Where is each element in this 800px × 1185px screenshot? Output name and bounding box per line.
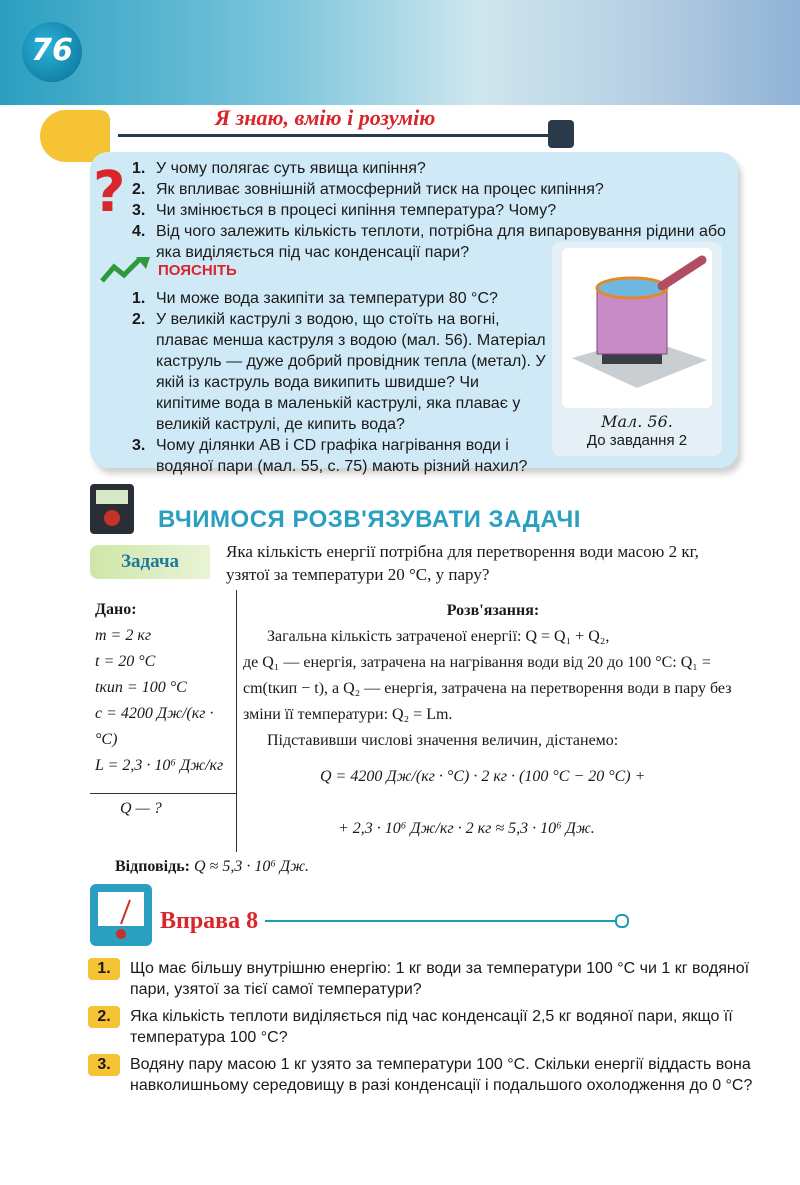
plug-icon (548, 120, 574, 148)
exercise-line (265, 920, 620, 922)
given-item: t = 20 °С (95, 653, 156, 670)
gauge-icon (90, 884, 152, 946)
equation-line-2: + 2,3 · 10⁶ Дж/кг · 2 кг ≈ 5,3 · 10⁶ Дж. (338, 820, 595, 837)
given-item: L = 2,3 · 10⁶ Дж/кг (95, 757, 224, 774)
explain-list (132, 288, 547, 477)
task-label: Задача (90, 545, 210, 579)
saucepan-illustration (562, 248, 712, 408)
exercise-item: 1. Що має більшу внутрішню енергію: 1 кг води за температури 100 °С чи 1 кг водяної пари, узятої за тієї самої температури? (88, 958, 753, 1000)
solution-title: Розв'язання: (446, 602, 540, 619)
given-block (95, 597, 235, 779)
find-value: Q — ? (120, 800, 162, 817)
solution-block (243, 598, 743, 754)
page-number: 76 (22, 22, 82, 82)
given-item: tкип = 100 °С (95, 679, 187, 696)
answer-value: Q ≈ 5,3 · 10⁶ Дж. (194, 858, 309, 875)
equation-line-1: Q = 4200 Дж/(кг · °С) · 2 кг · (100 °С − 20 °С) + (320, 768, 646, 785)
explain-item: 2. У великій каструлі з водою, що стоїть на вогні, плаває менша каструля з водою (мал. 56). Матеріал каструль — дуже добрий провідник тепла (метал). У якій із каструль вода википить швидше? Чи кипітиме вода в маленькій каструлі, яка плаває у великій каструлі, де кипить вода? (132, 311, 546, 433)
question-mark-icon: ? (93, 160, 126, 225)
exercise-item: 3. Водяну пару масою 1 кг узято за температури 100 °С. Скільки енергії віддасть вона навколишньому середовищу в разі конденсації і подальшого охолодження до 0 °С? (88, 1054, 753, 1096)
zigzag-arrow-icon (100, 255, 152, 285)
solution-paragraph: де Q₁ — енергія, затрачена на нагрівання води від 20 до 100 °С: Q₁ = cm(tкип − t), а Q₂ — енергія, затрачена на перетворення води в пару без зміни її температури: Q₂ = Lm. (243, 654, 732, 723)
question-item: 3. Чи змінюється в процесі кипіння температура? Чому? (132, 202, 557, 219)
given-divider (90, 793, 236, 794)
explain-item: 3. Чому ділянки AB і CD графіка нагрівання води і водяної пари (мал. 55, с. 75) мають різний нахил? (132, 437, 528, 475)
know-section-title: Я знаю, вмію і розумію (215, 105, 436, 130)
task-text: Яка кількість енергії потрібна для перетворення води масою 2 кг, узятої за температури 20 °С, у пару? (226, 542, 699, 584)
question-item: 1. У чому полягає суть явища кипіння? (132, 160, 426, 177)
question-item: 2. Як впливає зовнішній атмосферний тиск на процес кипіння? (132, 181, 604, 198)
explain-title: ПОЯСНІТЬ (158, 262, 237, 279)
solution-divider (236, 590, 237, 852)
figure-caption-number: Мал. 56. (601, 412, 673, 431)
solution-paragraph: Загальна кількість затраченої енергії: Q = Q₁ + Q₂, (267, 628, 610, 645)
figure-caption-text: До завдання 2 (586, 432, 688, 449)
exercise-item: 2. Яка кількість теплоти виділяється під час конденсації 2,5 кг водяної пари, якщо її температура 100 °С? (88, 1006, 753, 1048)
multimeter-icon (90, 484, 134, 534)
exercise-list (88, 958, 753, 1102)
question-item: 4. Від чого залежить кількість теплоти, потрібна для випаровування рідини або яка виділяється під час конденсації пари? (132, 223, 726, 261)
cord-divider (118, 134, 558, 137)
learn-section-title: ВЧИМОСЯ РОЗВ'ЯЗУВАТИ ЗАДАЧІ (158, 506, 581, 533)
exercise-line-dot (615, 914, 629, 928)
answer-label: Відповідь: (115, 858, 190, 875)
answer (115, 858, 309, 876)
header-banner (0, 0, 800, 105)
given-item: m = 2 кг (95, 627, 152, 644)
given-item: c = 4200 Дж/(кг · °С) (95, 705, 214, 748)
exercise-title: Вправа 8 (160, 908, 259, 934)
solution-paragraph: Підставивши числові значення величин, дістанемо: (267, 732, 619, 749)
given-title: Дано: (95, 601, 137, 618)
explain-item: 1. Чи може вода закипіти за температури 80 °С? (132, 290, 498, 307)
